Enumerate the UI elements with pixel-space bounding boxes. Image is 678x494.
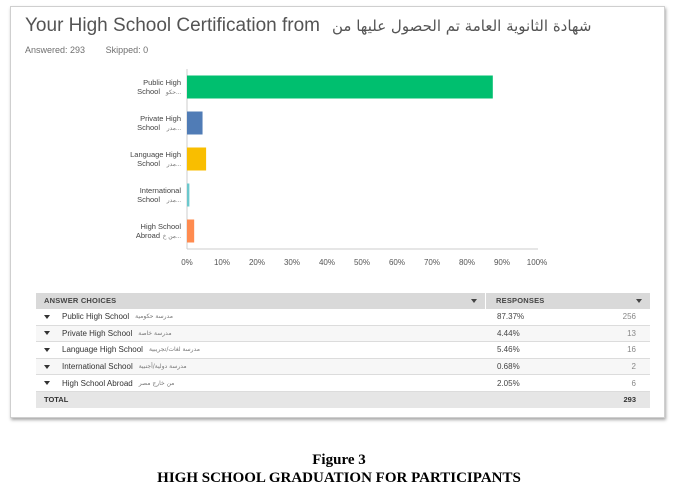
category-label-ar: مدر... [166, 162, 181, 168]
category-label-ar: مدر... [166, 198, 181, 204]
header-answer-choices-label: ANSWER CHOICES [44, 296, 117, 305]
x-tick-label: 60% [388, 258, 406, 267]
x-tick-label: 30% [283, 258, 301, 267]
row-choice [36, 379, 485, 388]
expand-caret-icon[interactable] [44, 381, 50, 385]
table-row [36, 375, 650, 392]
row-choice [36, 329, 485, 338]
row-count: 13 [627, 328, 636, 338]
expand-caret-icon[interactable] [44, 348, 50, 352]
x-tick-label: 50% [353, 258, 371, 267]
header-responses[interactable] [485, 293, 650, 309]
x-tick-label: 80% [458, 258, 476, 267]
table-body [36, 309, 650, 392]
category-label-ar: من خ... [162, 234, 181, 240]
row-choice [36, 312, 485, 321]
row-percent: 87.37% [497, 312, 525, 322]
row-count: 256 [622, 312, 636, 322]
table-total-row [36, 392, 650, 408]
category-label: International [139, 186, 181, 195]
x-tick-label: 70% [423, 258, 441, 267]
question-title-en: Your High School Certification from [25, 15, 320, 36]
table-header [36, 293, 650, 309]
choice-ar: مدرسة لغات/تجريبية [148, 346, 200, 354]
category-label-ar: مدر... [166, 126, 181, 132]
row-percent: 5.46% [497, 345, 520, 355]
expand-caret-icon[interactable] [44, 315, 50, 319]
x-tick-label: 20% [248, 258, 266, 267]
x-tick-label: 100% [526, 258, 548, 267]
category-label: School [137, 195, 160, 204]
category-label-ar: حكو... [165, 90, 181, 96]
choice-en: International School [62, 362, 133, 372]
choice-en: Public High School [62, 312, 130, 322]
row-count: 2 [631, 362, 636, 372]
bar-3 [187, 184, 189, 207]
category-label: Private High [140, 114, 181, 123]
row-choice [36, 362, 485, 371]
row-count: 6 [631, 378, 636, 388]
category-label: Public High [143, 78, 181, 87]
choice-en: Private High School [62, 328, 133, 338]
category-label: School [137, 87, 160, 96]
table-row [36, 359, 650, 376]
row-percent: 0.68% [497, 362, 520, 372]
answered-count: Answered: 293 [25, 45, 86, 55]
sort-down-icon[interactable] [636, 299, 642, 303]
question-title-ar: شهادة الثانوية العامة تم الحصول عليها من [332, 17, 592, 35]
bar-1 [187, 112, 203, 135]
category-label: Language High [130, 150, 181, 159]
choice-en: Language High School [62, 345, 143, 355]
choice-ar: مدرسة خاصة [138, 329, 172, 337]
bar-0 [187, 76, 493, 99]
total-label: TOTAL [44, 395, 69, 405]
table-row [36, 342, 650, 359]
x-tick-label: 40% [318, 258, 336, 267]
choice-en: High School Abroad [62, 378, 133, 388]
bar-chart [11, 7, 666, 277]
table-row [36, 309, 650, 326]
header-answer-choices[interactable] [36, 293, 485, 309]
choice-ar: مدرسة دولية/أجنبية [138, 363, 187, 371]
x-tick-label: 90% [493, 258, 511, 267]
expand-caret-icon[interactable] [44, 331, 50, 335]
category-label: High School [140, 222, 181, 231]
choice-ar: من خارج مصر [138, 379, 175, 387]
choice-ar: مدرسة حكومية [135, 313, 173, 321]
figure-number: Figure 3 [312, 452, 366, 468]
row-choice [36, 345, 485, 354]
category-label: School [137, 159, 160, 168]
category-label: Abroad [135, 231, 160, 240]
total-value: 293 [623, 395, 636, 405]
sort-down-icon[interactable] [471, 299, 477, 303]
table-row [36, 326, 650, 343]
bar-4 [187, 220, 194, 243]
bar-2 [187, 148, 206, 171]
skipped-count: Skipped: 0 [105, 45, 149, 55]
survey-question-panel [10, 6, 665, 418]
row-percent: 2.05% [497, 378, 520, 388]
row-count: 16 [627, 345, 636, 355]
expand-caret-icon[interactable] [44, 365, 50, 369]
x-tick-label: 0% [181, 258, 193, 267]
row-percent: 4.44% [497, 328, 520, 338]
figure-caption: HIGH SCHOOL GRADUATION FOR PARTICIPANTS [157, 470, 521, 486]
category-label: School [137, 123, 160, 132]
header-responses-label: RESPONSES [496, 296, 545, 305]
x-tick-label: 10% [213, 258, 231, 267]
answer-table [36, 293, 650, 408]
